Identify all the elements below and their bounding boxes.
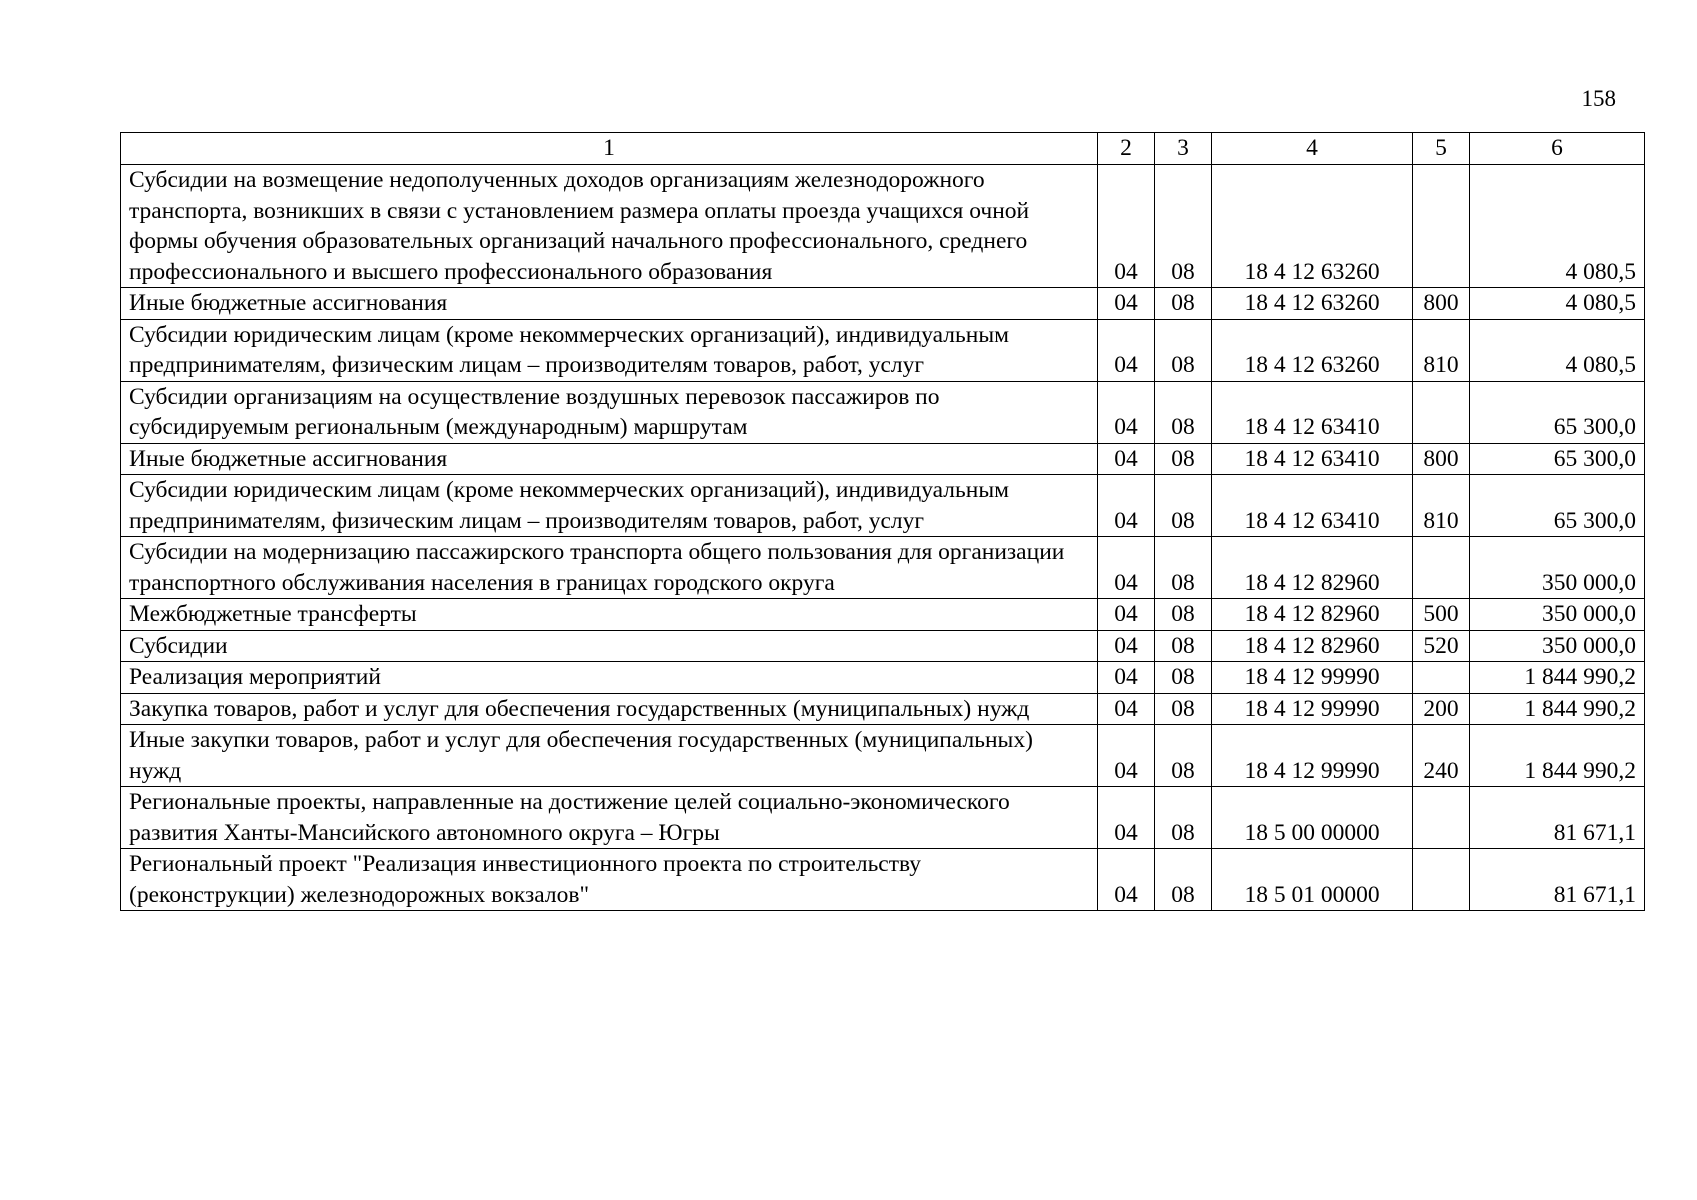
row-amount: 4 080,5 xyxy=(1470,319,1645,381)
row-name: Субсидии на модернизацию пассажирского транспорта общего пользования для организации транспортного обслуживания населения в границах городского округа xyxy=(121,537,1098,599)
row-amount: 81 671,1 xyxy=(1470,787,1645,849)
row-target-code: 18 4 12 99990 xyxy=(1212,662,1413,694)
row-name: Субсидии на возмещение недополученных доходов организациям железнодорожного транспорта, возникших в связи с установлением размера оплаты проезда учащихся очной формы обучения образовательных организаций начального профессионального, среднего профессионального и высшего профессионального образования xyxy=(121,165,1098,288)
row-section: 04 xyxy=(1098,662,1155,694)
header-col-4: 4 xyxy=(1212,133,1413,165)
row-amount: 65 300,0 xyxy=(1470,475,1645,537)
row-name: Региональный проект "Реализация инвестиционного проекта по строительству (реконструкции) железнодорожных вокзалов" xyxy=(121,849,1098,911)
row-amount: 65 300,0 xyxy=(1470,381,1645,443)
table-row xyxy=(121,725,1645,787)
row-section: 04 xyxy=(1098,288,1155,320)
table-row xyxy=(121,537,1645,599)
row-subsection: 08 xyxy=(1155,288,1212,320)
row-expense-type xyxy=(1413,381,1470,443)
table-row xyxy=(121,849,1645,911)
row-target-code: 18 4 12 82960 xyxy=(1212,599,1413,631)
row-section: 04 xyxy=(1098,630,1155,662)
row-name: Межбюджетные трансферты xyxy=(121,599,1098,631)
row-expense-type: 240 xyxy=(1413,725,1470,787)
table-row xyxy=(121,662,1645,694)
row-expense-type: 500 xyxy=(1413,599,1470,631)
row-amount: 81 671,1 xyxy=(1470,849,1645,911)
row-section: 04 xyxy=(1098,381,1155,443)
row-expense-type xyxy=(1413,165,1470,288)
row-amount: 350 000,0 xyxy=(1470,599,1645,631)
row-amount: 1 844 990,2 xyxy=(1470,662,1645,694)
row-amount: 1 844 990,2 xyxy=(1470,693,1645,725)
row-target-code: 18 4 12 63410 xyxy=(1212,381,1413,443)
row-subsection: 08 xyxy=(1155,787,1212,849)
table-row xyxy=(121,165,1645,288)
row-target-code: 18 4 12 99990 xyxy=(1212,725,1413,787)
header-col-1: 1 xyxy=(121,133,1098,165)
page-number: 158 xyxy=(1581,86,1616,111)
row-subsection: 08 xyxy=(1155,319,1212,381)
row-expense-type: 800 xyxy=(1413,443,1470,475)
row-section: 04 xyxy=(1098,725,1155,787)
row-target-code: 18 4 12 63260 xyxy=(1212,319,1413,381)
header-col-2: 2 xyxy=(1098,133,1155,165)
row-name: Иные бюджетные ассигнования xyxy=(121,288,1098,320)
row-target-code: 18 5 00 00000 xyxy=(1212,787,1413,849)
row-section: 04 xyxy=(1098,787,1155,849)
table-row xyxy=(121,443,1645,475)
row-subsection: 08 xyxy=(1155,849,1212,911)
row-expense-type xyxy=(1413,787,1470,849)
row-target-code: 18 5 01 00000 xyxy=(1212,849,1413,911)
row-target-code: 18 4 12 82960 xyxy=(1212,537,1413,599)
row-amount: 65 300,0 xyxy=(1470,443,1645,475)
row-section: 04 xyxy=(1098,849,1155,911)
row-name: Региональные проекты, направленные на достижение целей социально-экономического развития Ханты-Мансийского автономного округа – Югры xyxy=(121,787,1098,849)
row-name: Субсидии организациям на осуществление воздушных перевозок пассажиров по субсидируемым региональным (международным) маршрутам xyxy=(121,381,1098,443)
table-body xyxy=(121,165,1645,911)
row-subsection: 08 xyxy=(1155,662,1212,694)
row-subsection: 08 xyxy=(1155,599,1212,631)
row-amount: 4 080,5 xyxy=(1470,288,1645,320)
table-row xyxy=(121,319,1645,381)
row-expense-type xyxy=(1413,537,1470,599)
row-subsection: 08 xyxy=(1155,443,1212,475)
row-section: 04 xyxy=(1098,165,1155,288)
row-amount: 350 000,0 xyxy=(1470,630,1645,662)
table-header xyxy=(121,133,1645,165)
row-section: 04 xyxy=(1098,693,1155,725)
table-row xyxy=(121,475,1645,537)
header-row xyxy=(121,133,1645,165)
row-name: Иные бюджетные ассигнования xyxy=(121,443,1098,475)
row-name: Закупка товаров, работ и услуг для обеспечения государственных (муниципальных) нужд xyxy=(121,693,1098,725)
row-subsection: 08 xyxy=(1155,537,1212,599)
row-target-code: 18 4 12 63410 xyxy=(1212,443,1413,475)
row-subsection: 08 xyxy=(1155,725,1212,787)
row-expense-type xyxy=(1413,849,1470,911)
row-expense-type: 200 xyxy=(1413,693,1470,725)
row-name: Субсидии xyxy=(121,630,1098,662)
row-amount: 4 080,5 xyxy=(1470,165,1645,288)
budget-table xyxy=(120,132,1645,911)
row-target-code: 18 4 12 63260 xyxy=(1212,288,1413,320)
row-subsection: 08 xyxy=(1155,381,1212,443)
row-subsection: 08 xyxy=(1155,165,1212,288)
table-row xyxy=(121,288,1645,320)
row-section: 04 xyxy=(1098,475,1155,537)
row-subsection: 08 xyxy=(1155,475,1212,537)
header-col-5: 5 xyxy=(1413,133,1470,165)
row-section: 04 xyxy=(1098,599,1155,631)
row-subsection: 08 xyxy=(1155,630,1212,662)
row-expense-type: 800 xyxy=(1413,288,1470,320)
header-col-6: 6 xyxy=(1470,133,1645,165)
row-target-code: 18 4 12 63260 xyxy=(1212,165,1413,288)
row-expense-type: 810 xyxy=(1413,475,1470,537)
row-section: 04 xyxy=(1098,537,1155,599)
row-name: Иные закупки товаров, работ и услуг для обеспечения государственных (муниципальных) нужд xyxy=(121,725,1098,787)
row-target-code: 18 4 12 99990 xyxy=(1212,693,1413,725)
row-expense-type: 810 xyxy=(1413,319,1470,381)
row-amount: 1 844 990,2 xyxy=(1470,725,1645,787)
table-row xyxy=(121,787,1645,849)
row-subsection: 08 xyxy=(1155,693,1212,725)
table-row xyxy=(121,693,1645,725)
row-name: Субсидии юридическим лицам (кроме некоммерческих организаций), индивидуальным предпринимателям, физическим лицам – производителям товаров, работ, услуг xyxy=(121,475,1098,537)
header-col-3: 3 xyxy=(1155,133,1212,165)
row-target-code: 18 4 12 82960 xyxy=(1212,630,1413,662)
row-target-code: 18 4 12 63410 xyxy=(1212,475,1413,537)
row-name: Субсидии юридическим лицам (кроме некоммерческих организаций), индивидуальным предпринимателям, физическим лицам – производителям товаров, работ, услуг xyxy=(121,319,1098,381)
row-expense-type xyxy=(1413,662,1470,694)
table-row xyxy=(121,381,1645,443)
row-name: Реализация мероприятий xyxy=(121,662,1098,694)
table-row xyxy=(121,630,1645,662)
row-section: 04 xyxy=(1098,319,1155,381)
row-expense-type: 520 xyxy=(1413,630,1470,662)
row-section: 04 xyxy=(1098,443,1155,475)
row-amount: 350 000,0 xyxy=(1470,537,1645,599)
table-row xyxy=(121,599,1645,631)
